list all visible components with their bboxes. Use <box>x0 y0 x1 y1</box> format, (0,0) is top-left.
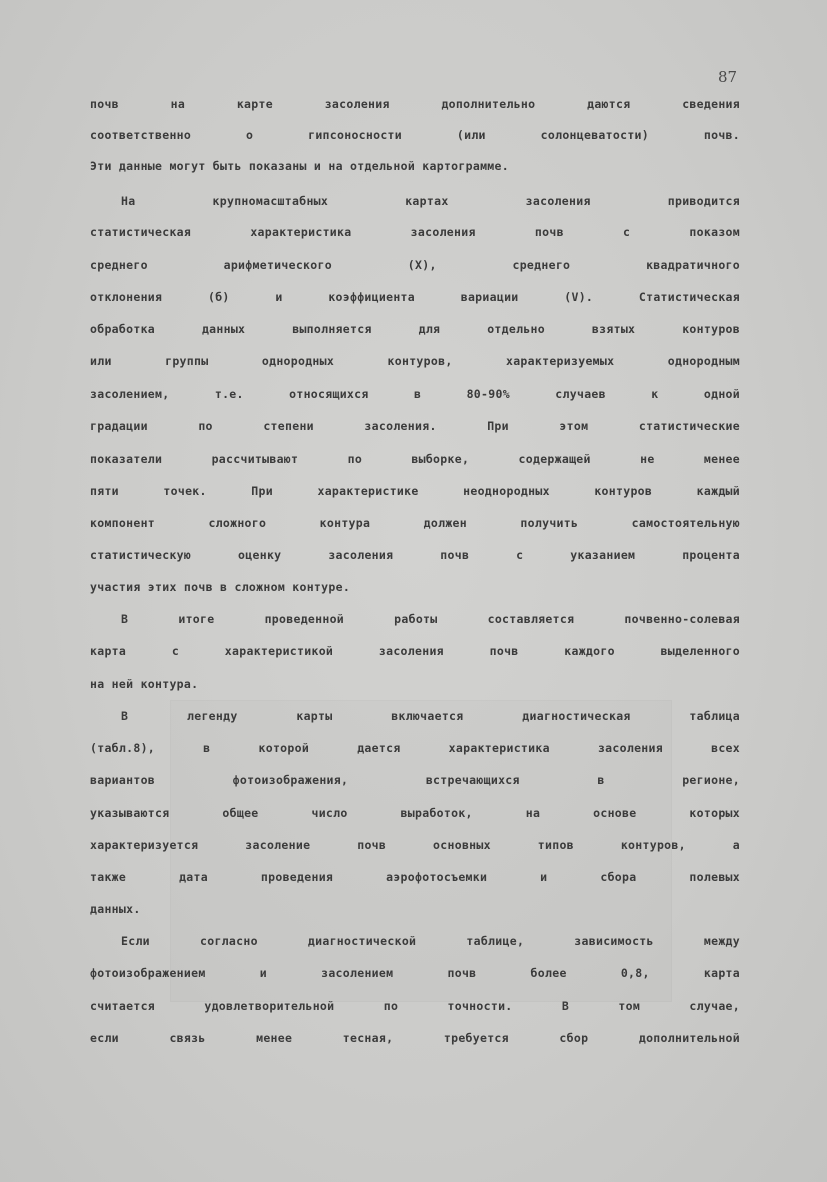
text-line: статистическую оценку засоления почв с указанием процента <box>90 548 740 562</box>
text-line: (табл.8), в которой дается характеристика засоления всех <box>90 741 740 755</box>
text-line: пяти точек. При характеристике неоднородных контуров каждый <box>90 484 740 498</box>
text-line: обработка данных выполняется для отдельно взятых контуров <box>90 322 740 336</box>
text-line: Если согласно диагностической таблице, зависимость между <box>121 934 740 948</box>
page-number: 87 <box>718 68 738 86</box>
text-line: компонент сложного контура должен получить самостоятельную <box>90 516 740 530</box>
text-line: засолением, т.е. относящихся в 80-90% случаев к одной <box>90 387 740 401</box>
text-line: отклонения (б) и коэффициента вариации (V). Статистическая <box>90 290 740 304</box>
text-line: фотоизображением и засолением почв более 0,8, карта <box>90 966 740 980</box>
text-line: градации по степени засоления. При этом статистические <box>90 419 740 433</box>
text-line: Эти данные могут быть показаны и на отдельной картограмме. <box>90 159 509 173</box>
text-line: или группы однородных контуров, характеризуемых однородным <box>90 354 740 368</box>
text-line: также дата проведения аэрофотосъемки и сбора полевых <box>90 870 740 884</box>
text-line: соответственно о гипсоносности (или солонцеватости) почв. <box>90 128 740 142</box>
text-line: считается удовлетворительной по точности. В том случае, <box>90 999 740 1013</box>
text-line: На крупномасштабных картах засоления приводится <box>121 194 740 208</box>
text-line: участия этих почв в сложном контуре. <box>90 580 351 594</box>
text-line: указываются общее число выработок, на основе которых <box>90 806 740 820</box>
text-line: характеризуется засоление почв основных типов контуров, а <box>90 838 740 852</box>
text-line: если связь менее тесная, требуется сбор дополнительной <box>90 1031 740 1045</box>
text-line: вариантов фотоизображения, встречающихся в регионе, <box>90 773 740 787</box>
text-line: данных. <box>90 902 141 916</box>
text-line: В легенду карты включается диагностическая таблица <box>121 709 740 723</box>
text-line: В итоге проведенной работы составляется почвенно-солевая <box>121 612 740 626</box>
text-line: показатели рассчитывают по выборке, содержащей не менее <box>90 452 740 466</box>
text-line: почв на карте засоления дополнительно даются сведения <box>90 97 740 111</box>
text-line: среднего арифметического (X), среднего квадратичного <box>90 258 740 272</box>
text-line: на ней контура. <box>90 677 199 691</box>
text-line: статистическая характеристика засоления почв с показом <box>90 225 740 239</box>
text-line: карта с характеристикой засоления почв каждого выделенного <box>90 644 740 658</box>
